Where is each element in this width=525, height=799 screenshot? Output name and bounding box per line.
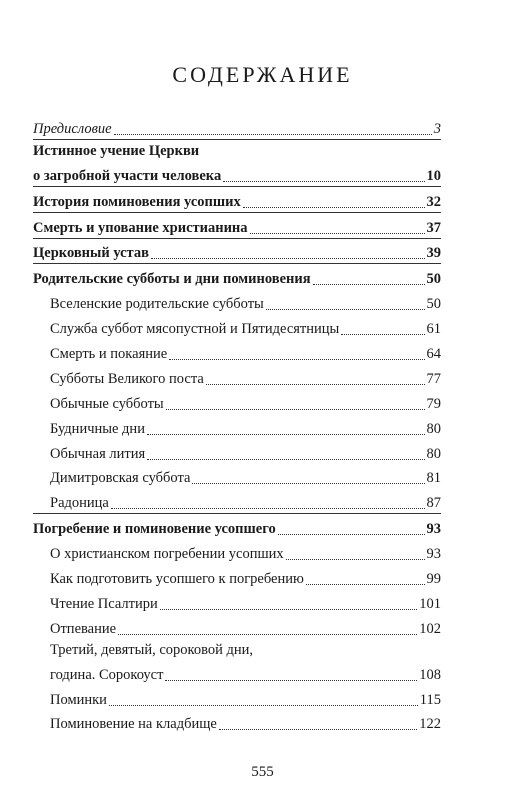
toc-entry[interactable]: [33, 289, 441, 314]
toc-entry-label: О христианском погребении усопших: [50, 546, 284, 563]
toc-entry-label: година. Сорокоуст: [50, 666, 164, 683]
dot-leader: [219, 729, 417, 730]
toc-entry-label: Вселенские родительские субботы: [50, 296, 264, 313]
toc-entry[interactable]: [33, 364, 441, 389]
toc-entry[interactable]: [33, 414, 441, 439]
dot-leader: [250, 233, 425, 234]
toc-entry-page: 99: [426, 571, 441, 588]
dot-leader: [165, 680, 417, 681]
toc-entry[interactable]: [33, 514, 441, 539]
dot-leader: [341, 334, 424, 335]
dot-leader: [278, 534, 425, 535]
toc-entry-line: [33, 140, 441, 161]
dot-leader: [223, 181, 424, 182]
toc-entry-label: Отпевание: [50, 620, 117, 637]
toc-entry[interactable]: [33, 339, 441, 364]
toc-entry-page: 80: [426, 445, 441, 462]
toc-entry-label: Истинное учение Церкви: [33, 142, 200, 159]
toc-entry-page: 50: [426, 296, 441, 313]
dot-leader: [109, 705, 418, 706]
table-of-contents: [33, 114, 441, 734]
toc-entry-page: 87: [426, 495, 441, 512]
dot-leader: [306, 584, 425, 585]
dot-leader: [192, 483, 424, 484]
toc-entry[interactable]: [33, 614, 441, 639]
toc-entry[interactable]: [33, 439, 441, 464]
dot-leader: [166, 409, 425, 410]
dot-leader: [160, 609, 417, 610]
toc-entry-label: Субботы Великого поста: [50, 370, 204, 387]
toc-entry-label: Обычные субботы: [50, 395, 164, 412]
toc-entry-label: Как подготовить усопшего к погребению: [50, 571, 304, 588]
toc-entry-page: 81: [426, 470, 441, 487]
toc-entry-label: Будничные дни: [50, 420, 145, 437]
page-title: СОДЕРЖАНИЕ: [172, 62, 353, 87]
toc-entry-label: Смерть и покаяние: [50, 346, 168, 363]
toc-entry-label: Поминки: [50, 691, 107, 708]
toc-entry[interactable]: [33, 685, 441, 710]
dot-leader: [151, 258, 425, 259]
toc-entry-page: 37: [426, 219, 441, 236]
toc-entry-label: Служба суббот мясопустной и Пятидесятницы: [50, 321, 340, 338]
toc-entry-page: 93: [426, 521, 441, 538]
toc-entry-page: 80: [426, 420, 441, 437]
toc-entry-label: Смерть и упование христианина: [33, 219, 248, 236]
toc-entry-page: 39: [426, 245, 441, 262]
toc-entry[interactable]: [33, 389, 441, 414]
toc-entry-page: 108: [419, 666, 441, 683]
toc-entry-label: Радоница: [50, 495, 109, 512]
dot-leader: [286, 559, 425, 560]
dot-leader: [118, 634, 417, 635]
toc-entry[interactable]: [33, 187, 441, 213]
toc-entry-label: Церковный устав: [33, 245, 149, 262]
toc-entry[interactable]: [33, 213, 441, 239]
toc-entry-label: История поминовения усопших: [33, 193, 241, 210]
toc-entry-page: 32: [426, 193, 441, 210]
dot-leader: [111, 508, 425, 509]
toc-entry[interactable]: [33, 464, 441, 489]
toc-entry-page: 79: [426, 395, 441, 412]
toc-entry-label: Чтение Псалтири: [50, 595, 158, 612]
toc-entry[interactable]: [33, 488, 441, 514]
toc-entry-page: 122: [419, 716, 441, 733]
toc-entry[interactable]: [33, 660, 441, 685]
toc-entry[interactable]: [33, 264, 441, 289]
toc-entry[interactable]: [33, 161, 441, 187]
toc-entry-page: 61: [426, 321, 441, 338]
toc-entry[interactable]: [33, 564, 441, 589]
toc-entry-label: Димитровская суббота: [50, 470, 191, 487]
toc-entry-page: 102: [419, 620, 441, 637]
toc-entry[interactable]: [33, 539, 441, 564]
dot-leader: [169, 359, 424, 360]
toc-entry-page: 93: [426, 546, 441, 563]
toc-entry[interactable]: [33, 710, 441, 735]
toc-entry-page: 10: [426, 167, 441, 184]
toc-entry-page: 3: [433, 120, 441, 137]
toc-entry-page: 64: [426, 346, 441, 363]
dot-leader: [147, 459, 424, 460]
toc-entry-page: 50: [426, 271, 441, 288]
toc-entry-label: Обычная лития: [50, 445, 146, 462]
toc-entry-page: 101: [419, 595, 441, 612]
toc-entry-label: о загробной участи человека: [33, 167, 222, 184]
dot-leader: [206, 384, 425, 385]
toc-entry-label: Поминовение на кладбище: [50, 716, 217, 733]
dot-leader: [313, 284, 425, 285]
toc-entry-label: Родительские субботы и дни поминовения: [33, 271, 311, 288]
dot-leader: [114, 134, 432, 135]
dot-leader: [266, 309, 425, 310]
dot-leader: [243, 207, 425, 208]
toc-entry[interactable]: [33, 314, 441, 339]
toc-entry-line: [33, 639, 441, 660]
toc-entry[interactable]: [33, 114, 441, 140]
page-number: 555: [251, 764, 274, 780]
toc-entry-page: 77: [426, 370, 441, 387]
toc-entry-label: Предисловие: [33, 120, 112, 137]
toc-entry-label: Третий, девятый, сороковой дни,: [50, 641, 253, 658]
toc-entry[interactable]: [33, 589, 441, 614]
toc-entry-page: 115: [419, 691, 441, 708]
toc-entry[interactable]: [33, 239, 441, 265]
dot-leader: [147, 434, 425, 435]
toc-entry-label: Погребение и поминовение усопшего: [33, 521, 276, 538]
